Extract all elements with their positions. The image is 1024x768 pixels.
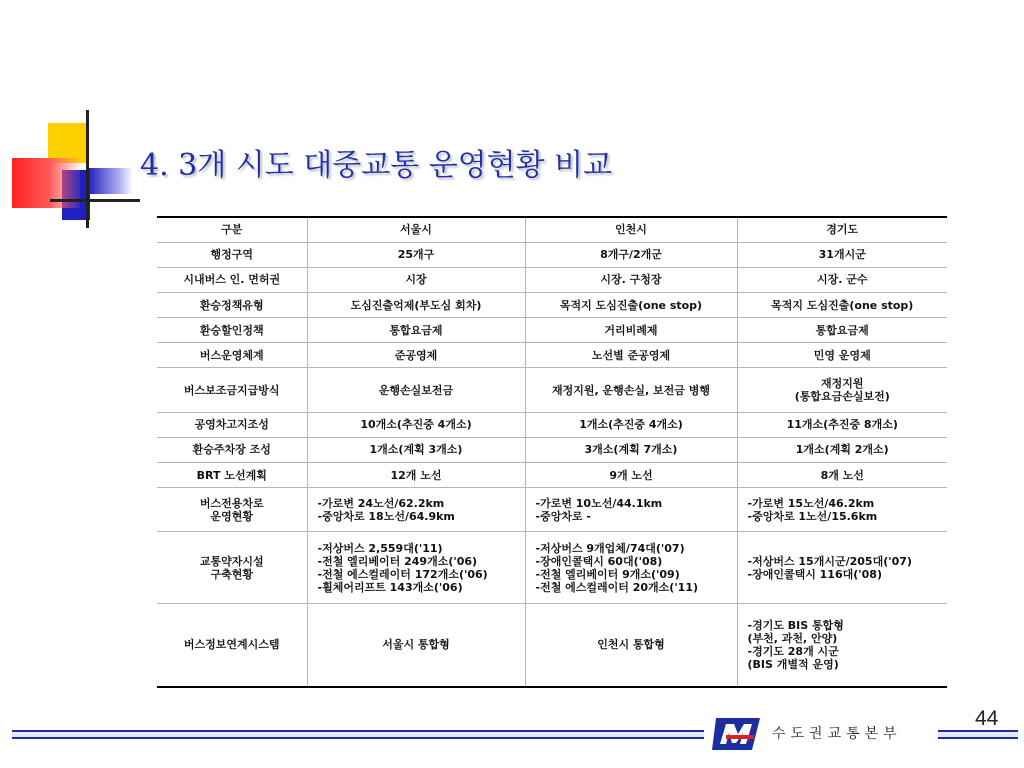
horizontal-line [50,199,140,202]
table-row [157,242,947,267]
org-name: 수도권교통본부 [772,726,902,742]
row-label: 버스운영체계 [157,343,307,368]
row-label: 교통약자시설 구축현황 [157,532,307,603]
row-label: 버스전용차로 운영현황 [157,488,307,532]
table-row [157,463,947,488]
row-label: 환승주차장 조성 [157,437,307,462]
table-row [157,267,947,292]
row-label: 버스정보연계시스템 [157,603,307,687]
table-cell: 재정지원, 운행손실, 보전금 병행 [525,368,737,412]
table-cell: -저상버스 15개시군/205대('07) -장애인콜택시 116대('08) [737,532,947,603]
table-cell: -가로변 24노선/62.2km -중앙차로 18노선/64.9km [307,488,525,532]
table-cell: 재정지원 (통합요금손실보전) [737,368,947,412]
table-cell: 시장. 군수 [737,267,947,292]
table-row [157,437,947,462]
row-label: 버스보조금지급방식 [157,368,307,412]
table-row [157,292,947,317]
table-cell: 시장 [307,267,525,292]
comparison-table [157,216,947,688]
page-number: 44 [975,707,999,730]
table-cell: 1개소(계획 2개소) [737,437,947,462]
table-cell: 9개 노선 [525,463,737,488]
row-label: 환승정책유형 [157,292,307,317]
header-cell: 인천시 [525,217,737,242]
table-cell: 3개소(계획 7개소) [525,437,737,462]
table-cell: 운행손실보전금 [307,368,525,412]
org-logo [712,714,764,754]
table-cell: 인천시 통합형 [525,603,737,687]
table-cell: 10개소(추진중 4개소) [307,412,525,437]
footer-line-left [12,730,704,739]
table-cell: 8개 노선 [737,463,947,488]
table-cell: 11개소(추진중 8개소) [737,412,947,437]
table-header-row [157,217,947,242]
table-row [157,368,947,412]
row-label: 시내버스 인. 면허권 [157,267,307,292]
row-label: 공영차고지조성 [157,412,307,437]
table-cell: 노선별 준공영제 [525,343,737,368]
header-cell: 서울시 [307,217,525,242]
row-label: BRT 노선계획 [157,463,307,488]
table-cell: -저상버스 2,559대('11) -전철 엘리베이터 249개소('06) -전철 에스컬레이터 172개소('06) -휠체어리프트 143개소('06) [307,532,525,603]
yellow-square [48,123,88,163]
table-cell: -저상버스 9개업체/74대('07) -장애인콜택시 60대('08) -전철 엘리베이터 9개소('09) -전철 에스컬레이터 20개소('11) [525,532,737,603]
table-cell: 1개소(계획 3개소) [307,437,525,462]
table-cell: -가로변 15노선/46.2km -중앙차로 1노선/15.6km [737,488,947,532]
header-cell: 경기도 [737,217,947,242]
footer-line-right [938,730,1018,739]
row-label: 환승할인정책 [157,318,307,343]
table-cell: 통합요금제 [307,318,525,343]
table-cell: -가로변 10노선/44.1km -중앙차로 - [525,488,737,532]
vertical-line [86,110,89,228]
table-cell: 시장. 구청장 [525,267,737,292]
blue-gradient-bar [88,168,133,194]
table-row [157,412,947,437]
table-cell: 통합요금제 [737,318,947,343]
table-cell: 12개 노선 [307,463,525,488]
table-cell: 목적지 도심진출(one stop) [525,292,737,317]
table-cell: 25개구 [307,242,525,267]
table-cell: 목적지 도심진출(one stop) [737,292,947,317]
table-cell: 준공영제 [307,343,525,368]
header-cell: 구분 [157,217,307,242]
table-row [157,488,947,532]
table-cell: -경기도 BIS 통합형 (부천, 과천, 안양) -경기도 28개 시군 (BIS 개별적 운영) [737,603,947,687]
table-cell: 서울시 통합형 [307,603,525,687]
table-cell: 1개소(추진중 4개소) [525,412,737,437]
table-row [157,603,947,687]
row-label: 행정구역 [157,242,307,267]
table-row [157,532,947,603]
table-cell: 거리비례제 [525,318,737,343]
table-cell: 도심진출억제(부도심 회차) [307,292,525,317]
slide-title: 4. 3개 시도 대중교통 운영현황 비교 [140,148,613,183]
table-cell: 31개시군 [737,242,947,267]
corner-decoration [0,0,140,230]
table-cell: 민영 운영제 [737,343,947,368]
table-row [157,318,947,343]
table-cell: 8개구/2개군 [525,242,737,267]
table-row [157,343,947,368]
